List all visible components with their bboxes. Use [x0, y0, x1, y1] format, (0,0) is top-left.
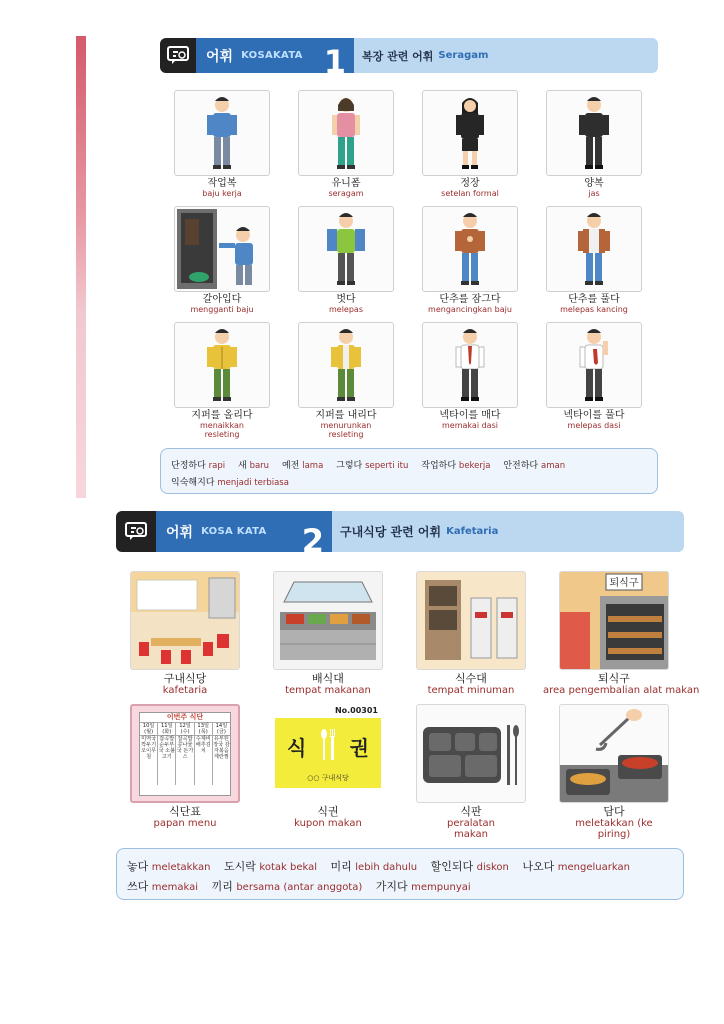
word-ko: 작업복 — [207, 178, 237, 189]
buttoning-illustration — [423, 207, 517, 291]
taking-off-illustration — [299, 207, 393, 291]
topic-title: 구내식당 관련 어휘 — [340, 525, 442, 539]
topic-title-en: Kafetaria — [446, 526, 499, 537]
word-id: menaikkan resleting — [199, 421, 244, 439]
extra-word: 익숙해지다 menjadi terbiasa — [171, 478, 289, 488]
word-ko: 식권 — [317, 805, 339, 818]
word-id: seragam — [328, 189, 364, 198]
page-edge-decoration — [76, 36, 86, 498]
changing-clothes-illustration — [175, 207, 269, 291]
menu-dishes: 미역국 깍두기 오이무침 — [140, 736, 158, 785]
extra-word: 작업하다 bekerja — [421, 461, 491, 471]
ticket-number: No.00301 — [334, 706, 378, 715]
ticket-char-right: 권 — [349, 736, 369, 760]
section1-header — [160, 38, 658, 73]
extra-word: 나오다 mengeluarkan — [522, 860, 630, 873]
word-id: jas — [588, 189, 600, 198]
word-ko: 유니폼 — [331, 178, 361, 189]
word-id: melepas — [328, 305, 363, 314]
zipping-down-illustration — [299, 323, 393, 407]
menu-board — [139, 712, 231, 796]
word-ko: 단추를 풀다 — [568, 294, 620, 305]
vocab-card — [422, 322, 518, 430]
word-id: setelan formal — [441, 189, 499, 198]
meal-ticket — [275, 706, 381, 788]
word-id: tempat minuman — [427, 685, 515, 696]
vocab-card — [546, 322, 642, 430]
vocab-card — [422, 90, 518, 198]
serving-food-illustration — [560, 705, 668, 802]
word-ko: 구내식당 — [163, 672, 207, 685]
extra-words-box — [160, 448, 658, 494]
word-id: kafetaria — [162, 685, 208, 696]
word-ko: 담다 — [603, 805, 625, 818]
header-label: 어휘 — [206, 48, 234, 65]
word-ko: 정장 — [460, 178, 480, 189]
word-id: menurunkan resleting — [320, 421, 372, 439]
formal-suit-illustration — [423, 91, 517, 175]
tray-return-illustration — [560, 572, 668, 669]
word-id: baju kerja — [202, 189, 242, 198]
word-id: papan menu — [153, 818, 217, 829]
extra-word: 그렇다 seperti itu — [336, 461, 409, 471]
extra-words-line — [171, 458, 575, 471]
word-id: melepas dasi — [567, 421, 621, 430]
menu-day: 11일 (화) — [158, 723, 176, 735]
vocab-icon — [116, 511, 156, 552]
menu-day: 10일 (월) — [140, 723, 158, 735]
extra-words-box — [116, 848, 684, 900]
topic-title-en: Seragam — [438, 50, 489, 61]
water-station-illustration — [417, 572, 525, 669]
word-ko: 벗다 — [336, 294, 356, 305]
vocab-icon — [160, 38, 196, 73]
extra-word: 단정하다 rapi — [171, 461, 226, 471]
header-label: 어휘 — [166, 524, 194, 541]
return-sign-text: 퇴식구 — [609, 578, 639, 589]
word-id: kupon makan — [294, 818, 362, 829]
ticket-caption: ○○ 구내식당 — [307, 774, 349, 782]
menu-day: 14일 (금) — [215, 723, 228, 735]
section-number: 2 — [301, 522, 324, 552]
extra-word: 가지다 mempunyai — [375, 880, 471, 893]
extra-words-line — [127, 858, 640, 874]
vocab-card — [546, 206, 642, 314]
word-ko: 퇴식구 — [598, 672, 630, 685]
word-id: memakai dasi — [442, 421, 498, 430]
word-id: peralatan makan — [446, 818, 496, 840]
vocab-card — [130, 571, 240, 696]
word-id: melepas kancing — [560, 305, 628, 314]
unbuttoning-illustration — [547, 207, 641, 291]
section-clothing — [86, 30, 666, 500]
word-id: mengancingkan baju — [428, 305, 512, 314]
menu-dishes: 잡곡밥 순두부국 소불고기 — [158, 736, 176, 785]
vocab-card — [416, 571, 526, 696]
header-label-en: KOSAKATA — [241, 50, 303, 61]
vocab-card — [130, 704, 240, 829]
word-ko: 단추를 잠그다 — [439, 294, 501, 305]
word-ko: 배식대 — [312, 672, 344, 685]
vocab-card — [543, 571, 700, 696]
cafeteria-illustration — [131, 572, 239, 669]
word-ko: 식판 — [460, 805, 482, 818]
spoon-fork-icon — [319, 728, 337, 762]
extra-words-line — [127, 878, 481, 894]
menu-dishes: 수제비 배추김치 — [195, 736, 213, 785]
menu-day: 13일 (목) — [195, 723, 213, 735]
word-ko: 식수대 — [455, 672, 487, 685]
extra-word: 예전 lama — [281, 461, 324, 471]
menu-title: 이번주 식단 — [166, 713, 204, 721]
word-id: area pengembalian alat makan — [543, 685, 700, 696]
vocab-card — [559, 704, 669, 840]
word-ko: 넥타이를 매다 — [439, 410, 501, 421]
vocab-card — [273, 704, 383, 829]
suit-jacket-illustration — [547, 91, 641, 175]
vocab-card — [416, 704, 526, 840]
vocab-card — [298, 206, 394, 314]
vocab-card — [273, 571, 383, 696]
food-tray-illustration — [417, 705, 525, 802]
extra-word: 새 baru — [238, 461, 270, 471]
extra-word: 쓰다 memakai — [127, 880, 199, 893]
header-label-en: KOSA KATA — [201, 526, 267, 537]
work-clothes-illustration — [175, 91, 269, 175]
serving-counter-illustration — [274, 572, 382, 669]
word-ko: 지퍼를 내리다 — [315, 410, 377, 421]
zipping-up-illustration — [175, 323, 269, 407]
vocab-card — [174, 206, 270, 314]
word-id: meletakkan (ke piring) — [575, 818, 653, 840]
untying-tie-illustration — [547, 323, 641, 407]
word-ko: 넥타이를 풀다 — [563, 410, 625, 421]
word-ko: 양복 — [584, 178, 604, 189]
extra-word: 도시락 kotak bekal — [224, 860, 317, 873]
extra-word: 놓다 meletakkan — [127, 860, 211, 873]
extra-words-line — [171, 475, 299, 488]
extra-word: 끼리 bersama (antar anggota) — [211, 880, 363, 893]
ticket-char-left: 식 — [287, 736, 307, 760]
section-cafeteria — [20, 505, 704, 915]
topic-title: 복장 관련 어휘 — [362, 49, 434, 63]
vocab-card — [422, 206, 518, 314]
vocab-card — [546, 90, 642, 198]
menu-day: 12일 (수) — [176, 723, 194, 735]
menu-dishes: 유부된장국 감자볶음 계란찜 — [213, 736, 230, 760]
vocab-card — [174, 322, 270, 439]
extra-word: 미리 lebih dahulu — [330, 860, 418, 873]
extra-word: 할인되다 diskon — [430, 860, 509, 873]
vocab-card — [298, 90, 394, 198]
word-id: mengganti baju — [190, 305, 254, 314]
word-ko: 지퍼를 올리다 — [191, 410, 253, 421]
vocab-card — [174, 90, 270, 198]
uniform-illustration — [299, 91, 393, 175]
menu-dishes: 잡곡밥 콩나물국 돈가스 — [176, 736, 194, 785]
word-ko: 식단표 — [169, 805, 201, 818]
tying-tie-illustration — [423, 323, 517, 407]
section2-header — [116, 511, 684, 552]
extra-word: 안전하다 aman — [503, 461, 566, 471]
word-ko: 갈아입다 — [202, 294, 242, 305]
word-id: tempat makanan — [285, 685, 371, 696]
section-number: 1 — [323, 43, 346, 73]
vocab-card — [298, 322, 394, 439]
